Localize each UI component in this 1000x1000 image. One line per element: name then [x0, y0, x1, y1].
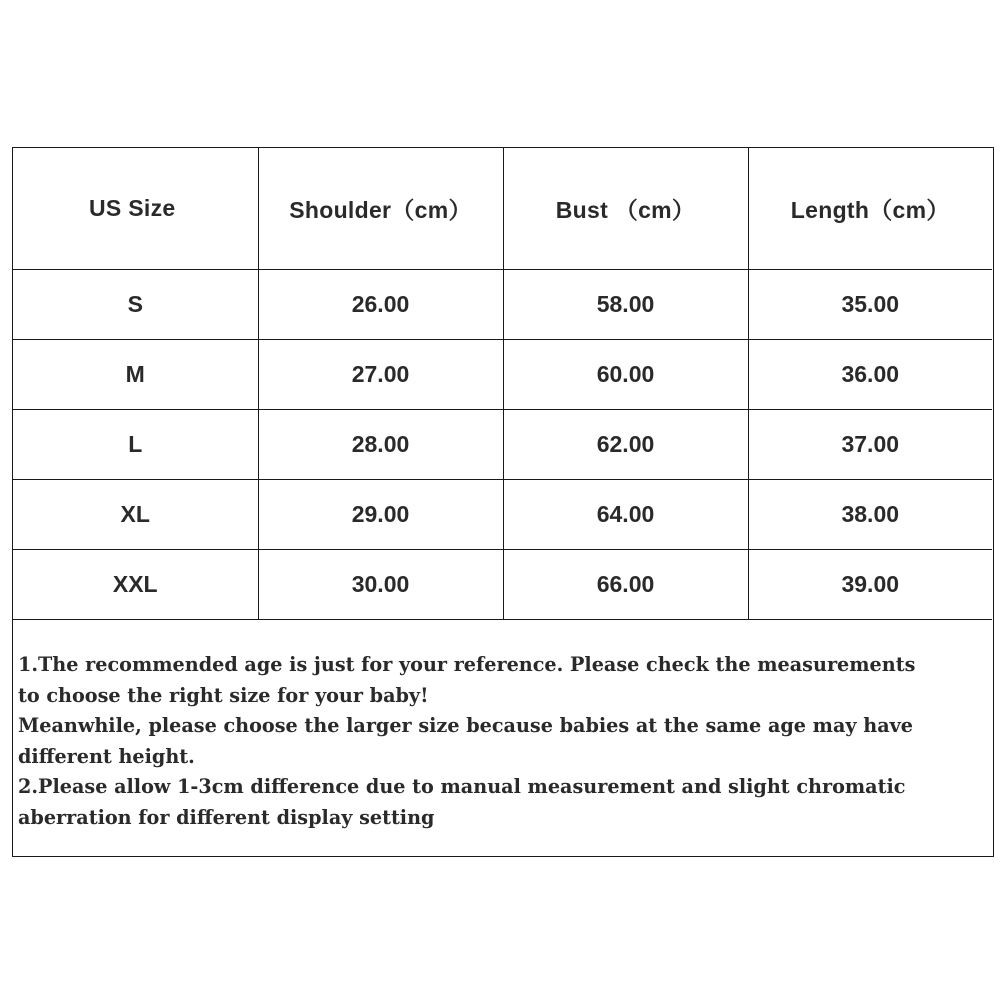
note-line: different height.	[18, 744, 195, 768]
note-line: aberration for different display setting	[18, 805, 435, 829]
header-shoulder: Shoulder（cm）	[258, 148, 503, 270]
cell-length: 36.00	[748, 340, 992, 410]
cell-shoulder: 30.00	[258, 550, 503, 620]
table-row	[13, 550, 992, 620]
cell-size: XL	[13, 480, 258, 550]
cell-size: L	[13, 410, 258, 480]
cell-length: 39.00	[748, 550, 992, 620]
size-table	[13, 148, 992, 620]
cell-size: XXL	[13, 550, 258, 620]
cell-shoulder: 28.00	[258, 410, 503, 480]
cell-length: 37.00	[748, 410, 992, 480]
cell-shoulder: 29.00	[258, 480, 503, 550]
note-line: 1.The recommended age is just for your reference. Please check the measurements	[18, 653, 916, 676]
header-length: Length（cm）	[748, 148, 992, 270]
cell-length: 35.00	[748, 270, 992, 340]
table-row	[13, 270, 992, 340]
table-row	[13, 340, 992, 410]
table-header-row	[13, 148, 992, 270]
note-line: to choose the right size for your baby!	[18, 683, 429, 707]
table-row	[13, 480, 992, 550]
cell-shoulder: 26.00	[258, 270, 503, 340]
size-notes	[18, 650, 988, 833]
cell-bust: 64.00	[503, 480, 748, 550]
cell-bust: 66.00	[503, 550, 748, 620]
cell-size: M	[13, 340, 258, 410]
cell-size: S	[13, 270, 258, 340]
cell-length: 38.00	[748, 480, 992, 550]
header-bust: Bust （cm）	[503, 148, 748, 270]
cell-bust: 62.00	[503, 410, 748, 480]
cell-shoulder: 27.00	[258, 340, 503, 410]
note-line: 2.Please allow 1-3cm difference due to manual measurement and slight chromatic	[18, 775, 906, 798]
header-us-size: US Size	[13, 148, 258, 270]
cell-bust: 60.00	[503, 340, 748, 410]
table-row	[13, 410, 992, 480]
note-line: Meanwhile, please choose the larger size because babies at the same age may have	[18, 714, 913, 737]
cell-bust: 58.00	[503, 270, 748, 340]
size-chart	[12, 147, 994, 857]
